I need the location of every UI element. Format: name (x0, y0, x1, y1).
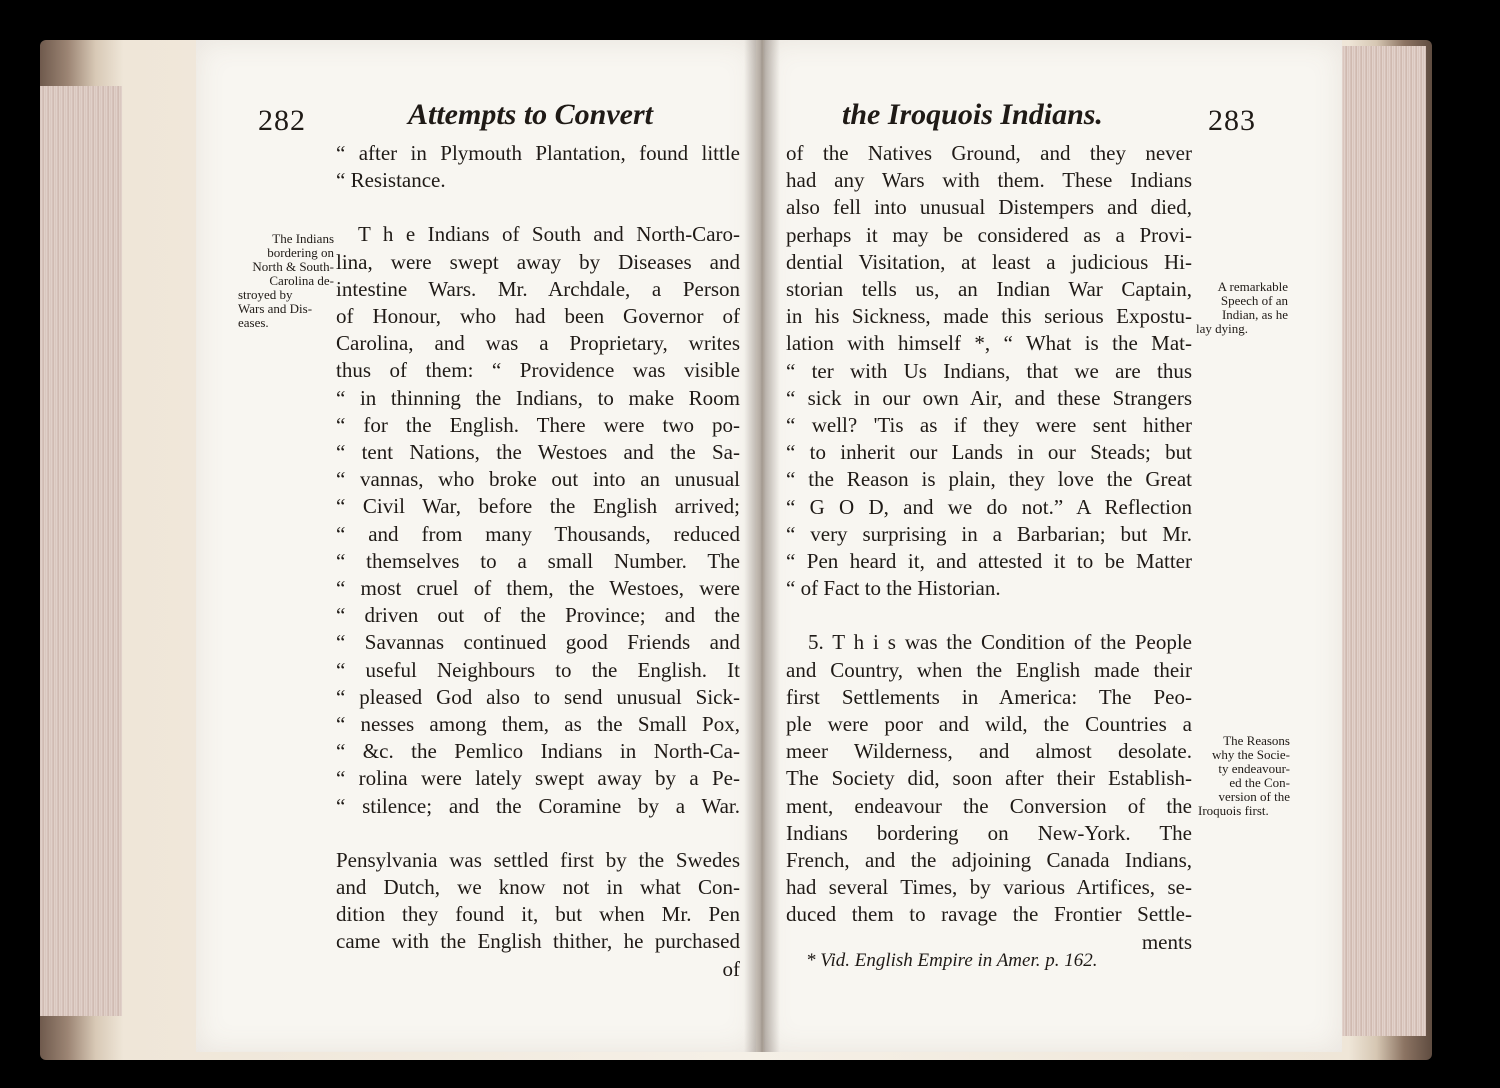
text-line: and Dutch, we know not in what Con- (336, 875, 740, 900)
text-line: “ tent Nations, the Westoes and the Sa- (336, 440, 740, 465)
left-running-head: Attempts to Convert (408, 98, 654, 131)
margin-line: Carolina de- (269, 273, 334, 288)
text-line: dential Visitation, at least a judicious Hi- (786, 249, 1192, 274)
text-line: “ useful Neighbours to the English. It (336, 657, 740, 682)
right-margin-note-reasons (1198, 734, 1290, 818)
text-line: Indians bordering on New-York. The (786, 820, 1192, 845)
text-line: lation with himself *, “ What is the Mat- (786, 331, 1192, 356)
text-line: French, and the adjoining Canada Indians, (786, 848, 1192, 873)
left-margin-note (238, 232, 334, 330)
margin-line: eases. (238, 315, 269, 330)
text-line: “ to inherit our Lands in our Steads; but (786, 440, 1192, 465)
margin-line: version of the (1218, 789, 1290, 804)
left-page-number: 282 (258, 104, 306, 137)
text-line: “ &c. the Pemlico Indians in North-Ca- (336, 739, 740, 764)
blank-line (786, 602, 1192, 629)
text-line: meer Wilderness, and almost desolate. (786, 739, 1192, 764)
text-line: The Society did, soon after their Establish- (786, 766, 1192, 791)
margin-line: Wars and Dis- (238, 301, 313, 316)
text-line: “ in thinning the Indians, to make Room (336, 385, 740, 410)
right-margin-note-speech (1196, 280, 1288, 336)
text-line: perhaps it may be considered as a Provi- (786, 222, 1192, 247)
text-line: 5. T h i s was the Condition of the People (808, 630, 1192, 655)
text-line: “ vannas, who broke out into an unusual (336, 467, 740, 492)
text-line: first Settlements in America: The Peo- (786, 684, 1192, 709)
text-line: “ most cruel of them, the Westoes, were (336, 576, 740, 601)
text-line: “ Resistance. (336, 168, 446, 193)
margin-line: Speech of an (1220, 293, 1288, 308)
right-page-edges (1338, 46, 1426, 1036)
catchword: of (722, 956, 740, 981)
text-line: “ for the English. There were two po- (336, 412, 740, 437)
right-page-text (786, 140, 1192, 956)
text-line: “ Pen heard it, and attested it to be Matter (786, 549, 1192, 574)
footnote: * Vid. English Empire in Amer. p. 162. (806, 950, 1098, 971)
text-line: “ Savannas continued good Friends and (336, 630, 740, 655)
text-line: had several Times, by various Artifices, se- (786, 875, 1192, 900)
text-line: “ and from many Thousands, reduced (336, 521, 740, 546)
margin-line: Indian, as he (1221, 307, 1288, 322)
text-line: “ Civil War, before the English arrived; (336, 494, 740, 519)
margin-line: Iroquois first. (1198, 803, 1269, 818)
text-line: “ the Reason is plain, they love the Great (786, 467, 1192, 492)
text-line: of the Natives Ground, and they never (786, 141, 1192, 165)
text-line: T h e Indians of South and North-Caro- (358, 222, 740, 247)
text-line: “ sick in our own Air, and these Strangers (786, 385, 1192, 410)
text-line: and Country, when the English made their (786, 657, 1192, 682)
text-line: “ G O D, and we do not.” A Reflection (786, 494, 1192, 519)
right-running-head: the Iroquois Indians. (842, 98, 1103, 131)
text-line: in his Sickness, made this serious Expostu- (786, 304, 1192, 329)
text-line: Pensylvania was settled first by the Swedes (336, 847, 740, 872)
margin-line: lay dying. (1196, 321, 1248, 336)
text-line: lina, were swept away by Diseases and (336, 249, 740, 274)
text-line: “ rolina were lately swept away by a Pe- (336, 766, 740, 791)
blank-line (336, 194, 740, 221)
blank-line (336, 820, 740, 847)
text-line: came with the English thither, he purchased (336, 929, 740, 954)
margin-line: North & South- (252, 259, 334, 274)
text-line: “ themselves to a small Number. The (336, 548, 740, 573)
margin-line: ty endeavour- (1218, 761, 1290, 776)
catchword: ments (1141, 929, 1192, 954)
text-line: “ of Fact to the Historian. (786, 576, 1001, 601)
text-line: “ pleased God also to send unusual Sick- (336, 684, 740, 709)
text-line: dition they found it, but when Mr. Pen (336, 902, 740, 927)
margin-line: bordering on (267, 245, 334, 260)
text-line: “ nesses among them, as the Small Pox, (336, 712, 740, 737)
margin-line: The Indians (272, 231, 334, 246)
margin-line: A remarkable (1217, 279, 1288, 294)
margin-line: ed the Con- (1229, 775, 1290, 790)
left-page-text (336, 140, 740, 983)
margin-line: The Reasons (1223, 733, 1290, 748)
left-page-edges (40, 86, 122, 1016)
text-line: “ ter with Us Indians, that we are thus (786, 358, 1192, 383)
text-line: storian tells us, an Indian War Captain, (786, 277, 1192, 302)
margin-line: why the Socie- (1212, 747, 1290, 762)
right-page-number: 283 (1208, 104, 1256, 137)
book-gutter (744, 40, 780, 1052)
text-line: “ after in Plymouth Plantation, found little (336, 141, 740, 165)
text-line: thus of them: “ Providence was visible (336, 358, 740, 383)
text-line: Carolina, and was a Proprietary, writes (336, 331, 740, 356)
text-line: “ very surprising in a Barbarian; but Mr. (786, 521, 1192, 546)
text-line: ple were poor and wild, the Countries a (786, 712, 1192, 737)
text-line: also fell into unusual Distempers and died, (786, 195, 1192, 220)
text-line: ment, endeavour the Conversion of the (786, 793, 1192, 818)
text-line: “ well? 'Tis as if they were sent hither (786, 413, 1192, 438)
text-line: of Honour, who had been Governor of (336, 304, 740, 329)
text-line: had any Wars with them. These Indians (786, 168, 1192, 193)
text-line: “ stilence; and the Coramine by a War. (336, 793, 740, 818)
text-line: “ driven out of the Province; and the (336, 603, 740, 628)
text-line: duced them to ravage the Frontier Settle- (786, 902, 1192, 927)
margin-line: stroyed by (238, 287, 293, 302)
text-line: intestine Wars. Mr. Archdale, a Person (336, 276, 740, 301)
